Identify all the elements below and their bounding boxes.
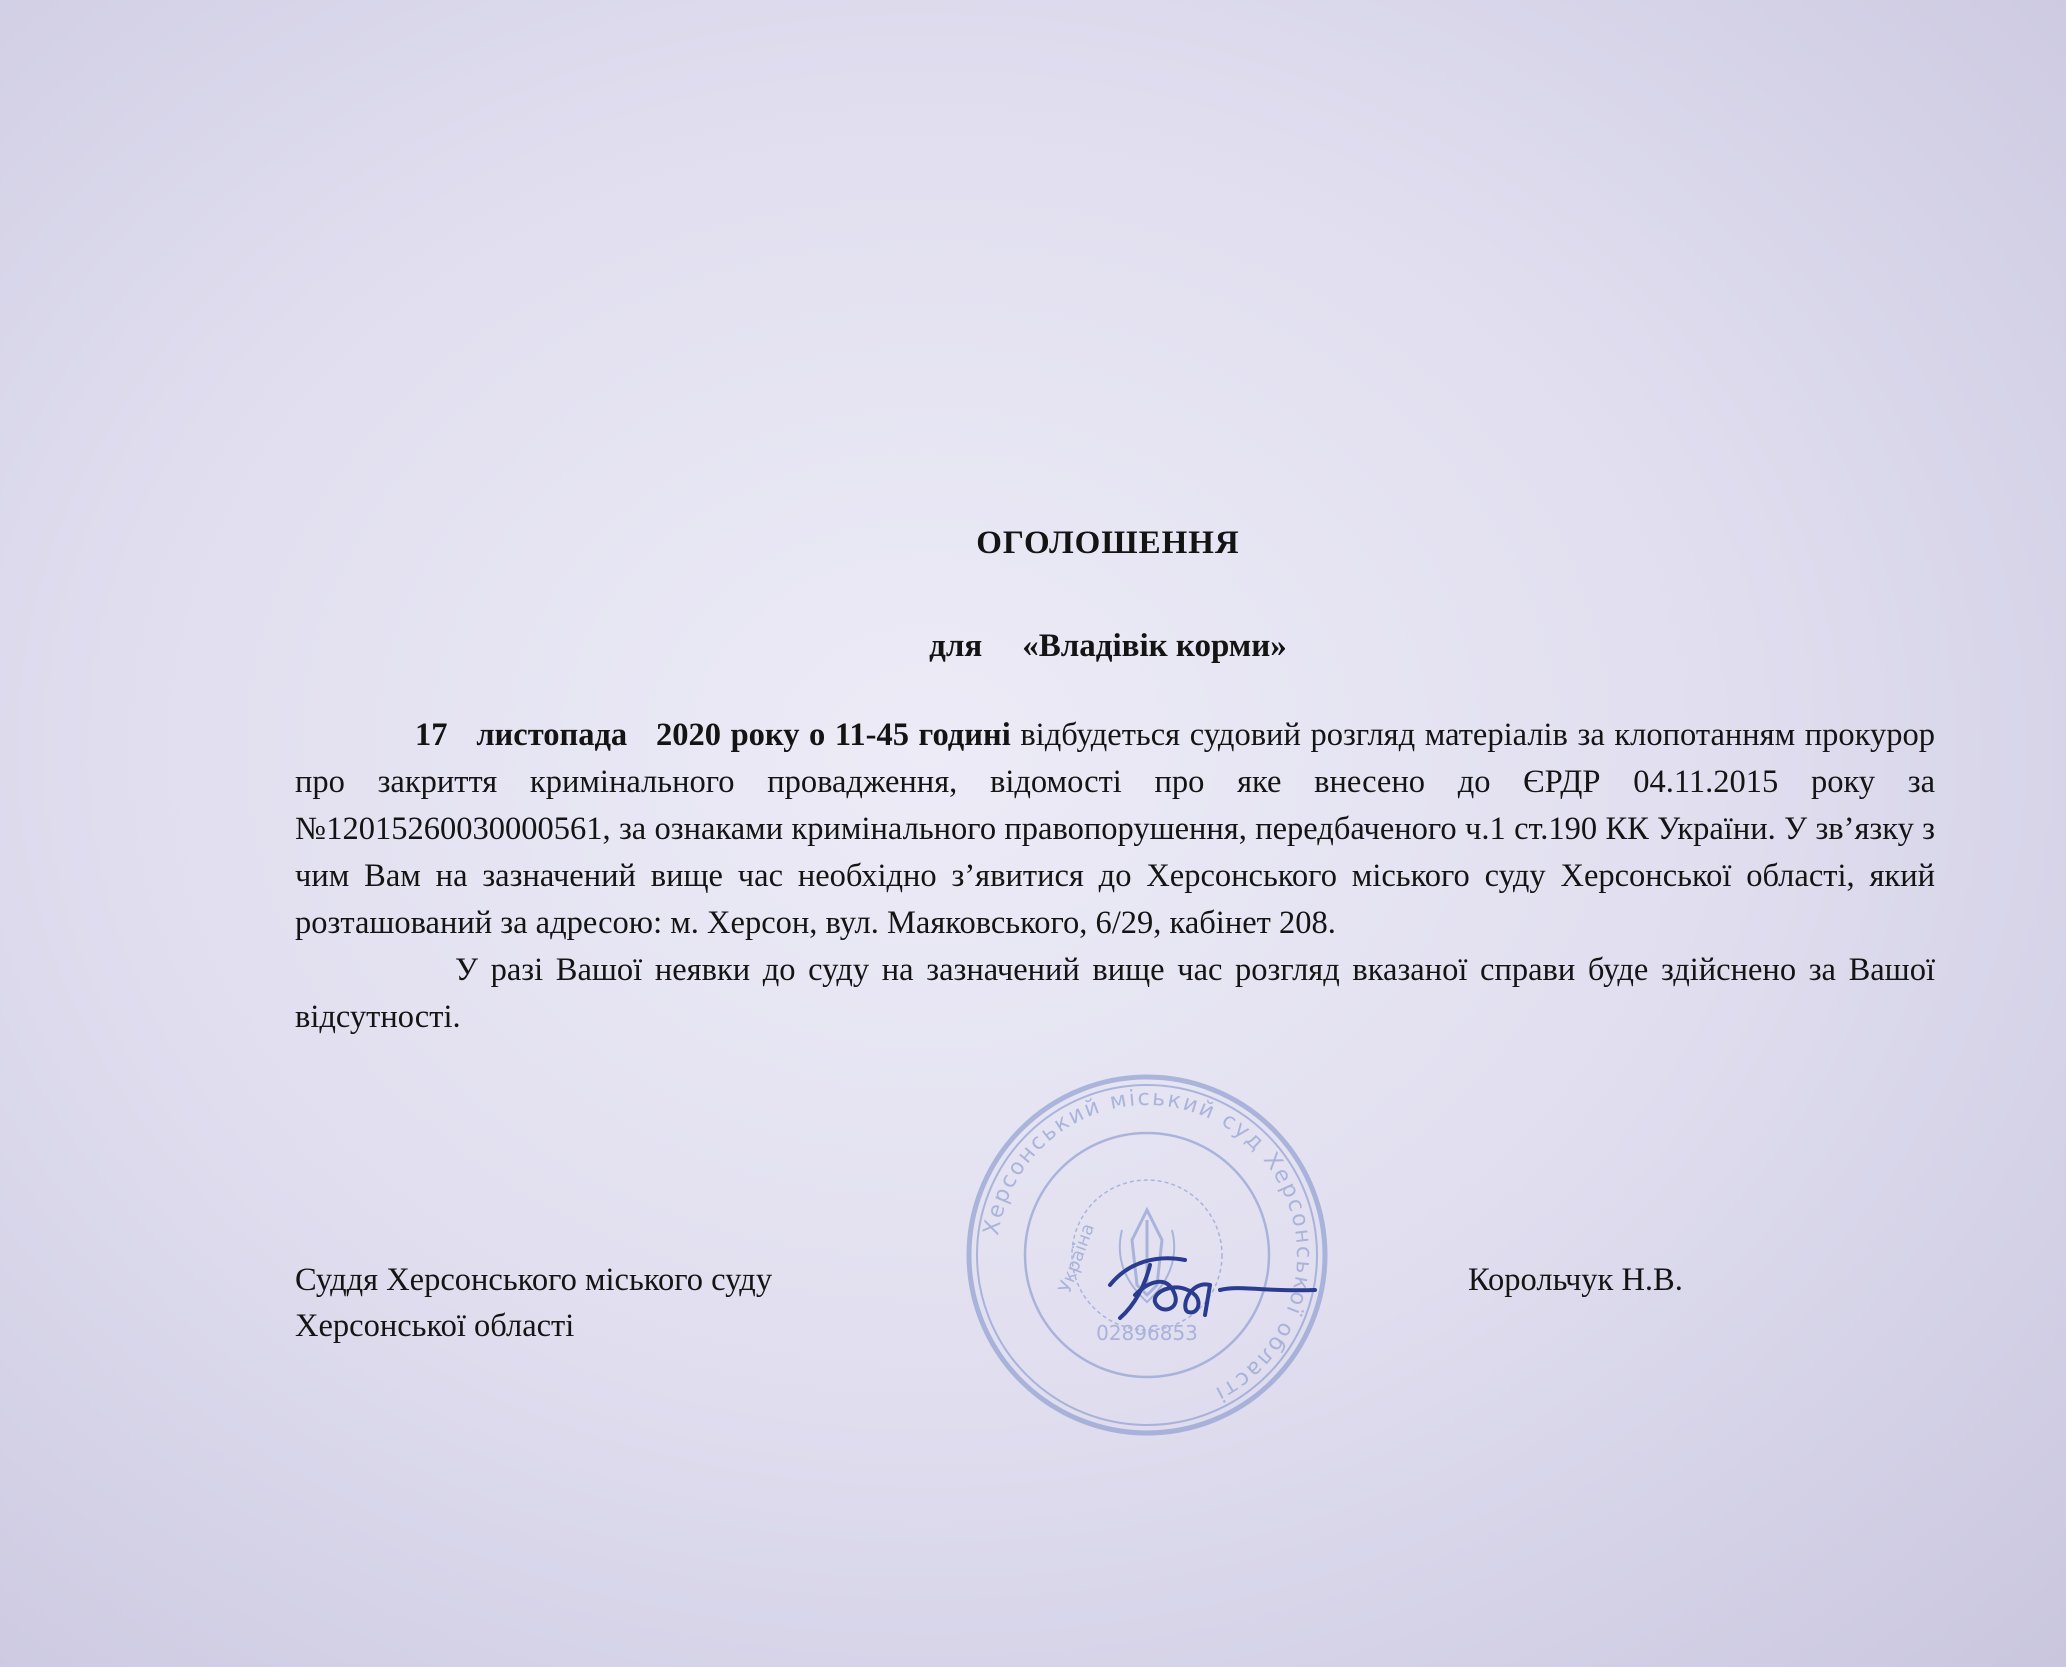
addressee-name: «Владівік корми» [1022,628,1287,664]
judge-signature [1090,1240,1330,1330]
hearing-day: 17 [415,717,448,753]
addressee-prefix: для [929,628,983,664]
stamp-outer-text: Херсонський міський суд Херсонської області [979,1085,1317,1407]
stamp-code: 02896853 [1096,1321,1198,1345]
stamp-country: Україна [1054,1220,1100,1296]
hearing-year-time: 2020 року о 11-45 годині [656,717,1011,753]
document-title: ОГОЛОШЕННЯ [976,525,1240,561]
signatory-position [295,1257,772,1349]
hearing-text: відбудеться судовий розгляд матеріалів за клопотанням прокурор про закриття кримінального провадження, відомості про яке внесено до ЄРДР 04.11.2015 року за №12015260030000561, за ознаками кримінального правопорушення, передбаченого ч.1 ст.190 КК України. У зв’язку з чим Вам на зазначений вище час необхідно з’явитися до Херсонського міського суду Херсонської області, який розташований за адресою: м. Херсон, вул. Маяковського, 6/29, кабінет 208. [295,717,1936,941]
paragraph-absence: У разі Вашої неявки до суду на зазначений вище час розгляд вказаної справи буде здійснено за Вашої відсутності. [295,952,1935,1035]
document-addressee [0,628,2066,665]
document-body [295,712,1935,1041]
hearing-month: листопада [476,717,628,753]
signatory-position-line1: Суддя Херсонського міського суду [295,1262,773,1298]
signatory-position-line2: Херсонської області [295,1308,575,1344]
signatory-name: Корольчук Н.В. [1468,1262,1683,1298]
paragraph-hearing [295,712,1935,947]
